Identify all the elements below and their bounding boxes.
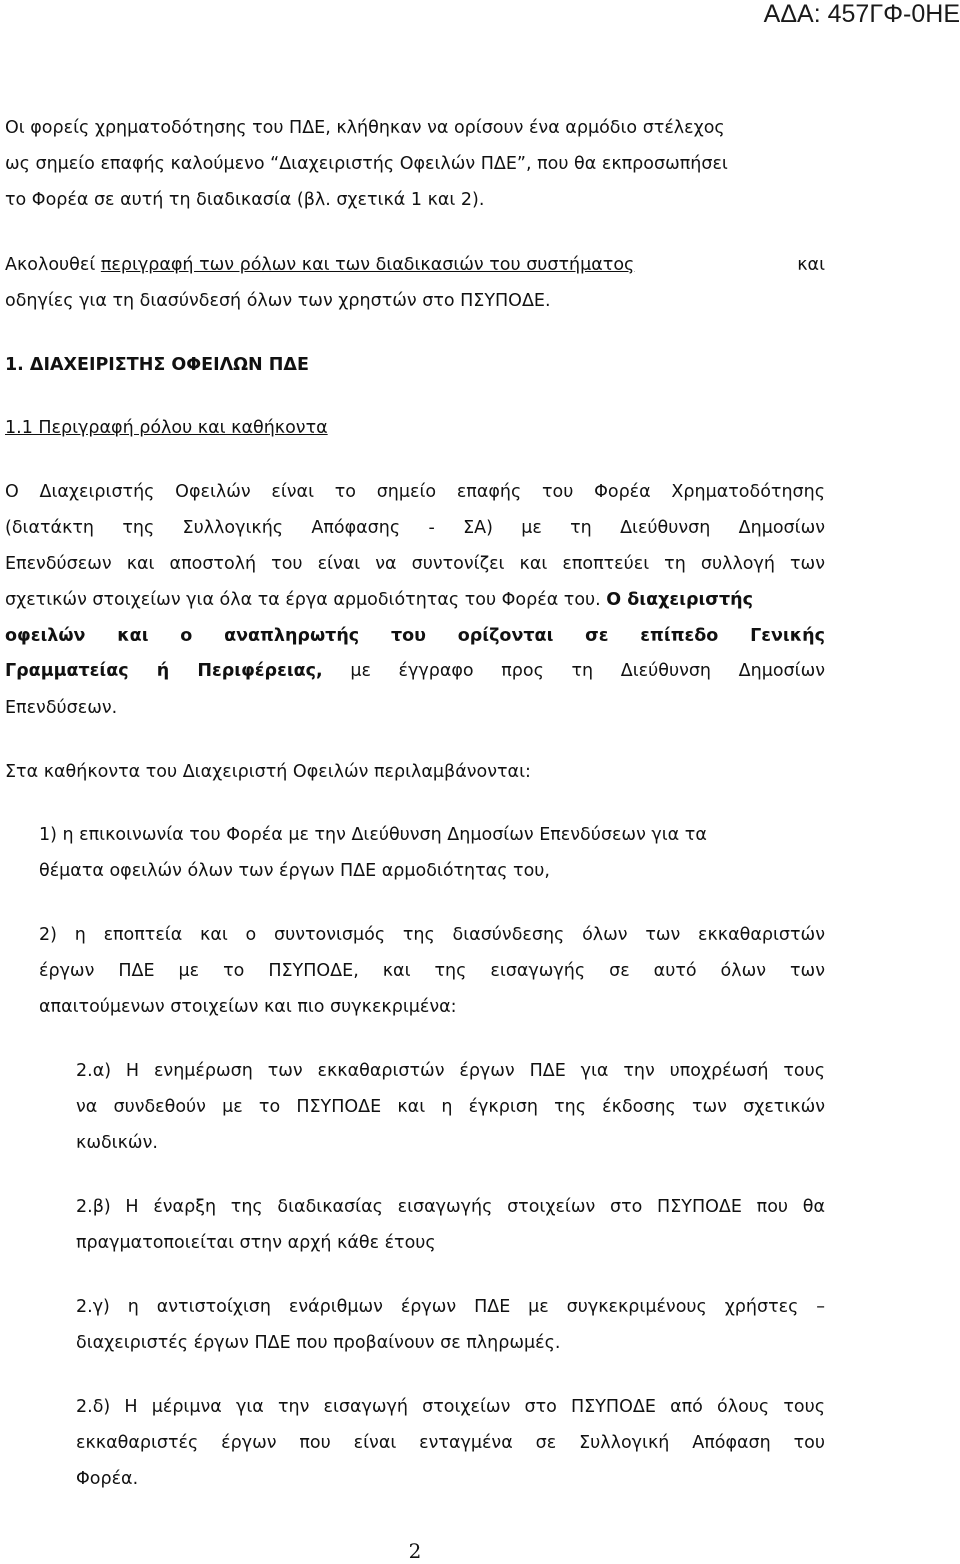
ada-code: ΑΔΑ: 457ΓΦ-0ΗΕ [763,0,960,28]
intro-line-5: οδηγίες για τη διασύνδεσή όλων των χρηστών στο ΠΣΥΠΟΔΕ. [5,291,551,311]
duty-1-line-1: 1) η επικοινωνία του Φορέα με την Διεύθυνση Δημοσίων Επενδύσεων για τα [39,825,707,845]
duties-intro: Στα καθήκοντα του Διαχειριστή Οφειλών περιλαμβάνονται: [5,762,531,782]
duty-2-line-1: 2) η εποπτεία και ο συντονισμός της διασύνδεσης όλων των εκκαθαριστών [39,925,825,945]
role-line-1: Ο Διαχειριστής Οφειλών είναι το σημείο επαφής του Φορέα Χρηματοδότησης [5,482,825,502]
intro-line-3: το Φορέα σε αυτή τη διαδικασία (βλ. σχετικά 1 και 2). [5,190,485,210]
role-line-4-text: σχετικών στοιχείων για όλα τα έργα αρμοδιότητας του Φορέα του. [5,590,607,610]
duty-2d-line-3: Φορέα. [76,1469,139,1489]
duty-2a-line-2: να συνδεθούν με το ΠΣΥΠΟΔΕ και η έγκριση της έκδοσης των σχετικών [76,1097,825,1117]
role-line-5: οφειλών και ο αναπληρωτής του ορίζονται σε επίπεδο Γενικής [5,626,825,646]
duty-1-line-2: θέματα οφειλών όλων των έργων ΠΔΕ αρμοδιότητας του, [39,861,550,881]
role-line-4-bold: Ο διαχειριστής [606,590,753,610]
intro-line-4 [5,253,825,277]
duty-2d-line-2: εκκαθαριστές έργων που είναι ενταγμένα σε Συλλογική Απόφαση του [76,1433,825,1453]
intro-line-4-prefix: Ακολουθεί [5,255,101,275]
subsection-heading: 1.1 Περιγραφή ρόλου και καθήκοντα [5,418,328,438]
role-line-4 [5,588,825,612]
duty-2c-line-1: 2.γ) η αντιστοίχιση ενάριθμων έργων ΠΔΕ με συγκεκριμένους χρήστες – [76,1297,825,1317]
role-line-7: Επενδύσεων. [5,698,118,718]
duty-2b-line-1: 2.β) Η έναρξη της διαδικασίας εισαγωγής στοιχείων στο ΠΣΥΠΟΔΕ που θα [76,1197,825,1217]
duty-2d-line-1: 2.δ) Η μέριμνα για την εισαγωγή στοιχείων στο ΠΣΥΠΟΔΕ από όλους τους [76,1397,825,1417]
intro-line-2: ως σημείο επαφής καλούμενο “Διαχειριστής Οφειλών ΠΔΕ”, που θα εκπροσωπήσει [5,154,728,174]
intro-line-1: Οι φορείς χρηματοδότησης του ΠΔΕ, κλήθηκαν να ορίσουν ένα αρμόδιο στέλεχος [5,118,725,138]
role-line-6-bold: Γραμματείας ή Περιφέρειας, [5,661,323,681]
role-line-2: (διατάκτη της Συλλογικής Απόφασης - ΣΑ) με τη Διεύθυνση Δημοσίων [5,518,825,538]
role-line-3: Επενδύσεων και αποστολή του είναι να συντονίζει και εποπτεύει τη συλλογή των [5,554,825,574]
duty-2-line-3: απαιτούμενων στοιχείων και πιο συγκεκριμένα: [39,997,457,1017]
duty-2b-line-2: πραγματοποιείται στην αρχή κάθε έτους [76,1233,436,1253]
role-line-6-text: με έγγραφο προς τη Διεύθυνση Δημοσίων [322,661,825,681]
duty-2-line-2: έργων ΠΔΕ με το ΠΣΥΠΟΔΕ, και της εισαγωγής σε αυτό όλων των [39,961,825,981]
duty-2a-line-1: 2.α) Η ενημέρωση των εκκαθαριστών έργων ΠΔΕ για την υποχρέωσή τους [76,1061,825,1081]
section-heading: 1. ΔΙΑΧΕΙΡΙΣΤΗΣ ΟΦΕΙΛΩΝ ΠΔΕ [5,355,309,375]
duty-2c-line-2: διαχειριστές έργων ΠΔΕ που προβαίνουν σε πληρωμές. [76,1333,561,1353]
roles-description-link-text: περιγραφή των ρόλων και των διαδικασιών του συστήματος [100,255,635,275]
duty-2a-line-3: κωδικών. [76,1133,158,1153]
intro-line-4-suffix: και [797,255,825,275]
role-line-6 [5,659,825,683]
page-number: 2 [408,1539,422,1563]
